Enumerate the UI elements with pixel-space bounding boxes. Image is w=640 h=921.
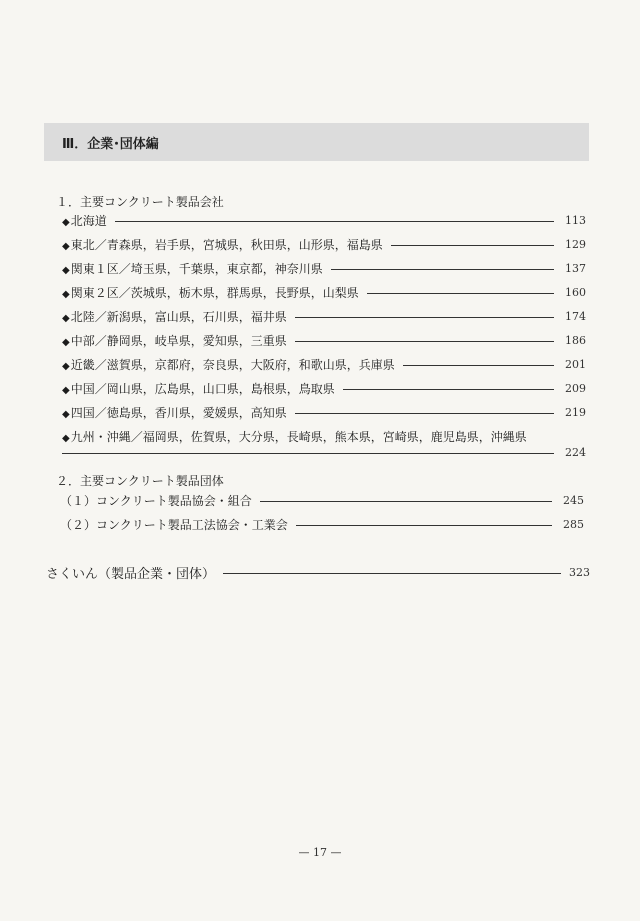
- leader-line: [343, 389, 554, 390]
- diamond-bullet-icon: ◆: [62, 360, 70, 372]
- toc-entry-label: 関東２区／茨城県，栃木県，群馬県，長野県，山梨県: [70, 285, 359, 300]
- part2-heading: ２．主要コンクリート製品団体: [56, 474, 224, 488]
- index-entry-label: さくいん（製品企業・団体）: [46, 566, 216, 582]
- toc-entry-page: 174: [565, 309, 586, 323]
- leader-line: [260, 501, 552, 502]
- toc-entry-page: 113: [565, 213, 586, 227]
- leader-line: [295, 317, 554, 318]
- diamond-bullet-icon: ◆: [62, 288, 70, 300]
- index-entry-page: 323: [569, 565, 590, 579]
- toc-entry[interactable]: [62, 403, 586, 421]
- leader-line: [296, 525, 552, 526]
- diamond-bullet-icon: ◆: [62, 216, 70, 228]
- toc-entry[interactable]: [62, 355, 586, 373]
- leader-line: [403, 365, 554, 366]
- toc-entry-page: 186: [565, 333, 586, 347]
- diamond-bullet-icon: ◆: [62, 312, 70, 324]
- toc-entry[interactable]: [62, 331, 586, 349]
- index-entry[interactable]: [46, 562, 590, 582]
- leader-line: [331, 269, 554, 270]
- leader-line: [367, 293, 554, 294]
- toc-entry-label: 九州・沖縄／福岡県，佐賀県，大分県，長崎県，熊本県，宮崎県，鹿児島県，沖縄県: [70, 429, 527, 444]
- section-banner: [44, 123, 589, 161]
- toc-entry[interactable]: [62, 379, 586, 397]
- toc-entry-page: 219: [565, 405, 586, 419]
- toc-entry-continuation: [62, 444, 586, 460]
- toc-entry-page: 285: [563, 517, 584, 531]
- toc-entry-label: 北陸／新潟県，富山県，石川県，福井県: [70, 309, 287, 324]
- toc-entry[interactable]: [62, 307, 586, 325]
- toc-entry-page: 245: [563, 493, 584, 507]
- toc-entry-page: 160: [565, 285, 586, 299]
- toc-entry[interactable]: [62, 283, 586, 301]
- diamond-bullet-icon: ◆: [62, 384, 70, 396]
- toc-entry[interactable]: [62, 235, 586, 253]
- toc-entry-label: 四国／徳島県，香川県，愛媛県，高知県: [70, 405, 287, 420]
- diamond-bullet-icon: ◆: [62, 264, 70, 276]
- toc-entry-page: 201: [565, 357, 586, 371]
- toc-entry-label: 中国／岡山県，広島県，山口県，島根県，鳥取県: [70, 381, 335, 396]
- toc-entry-page: 209: [565, 381, 586, 395]
- diamond-bullet-icon: ◆: [62, 432, 70, 444]
- part1-heading: １．主要コンクリート製品会社: [56, 195, 224, 209]
- toc-entry[interactable]: [62, 259, 586, 277]
- toc-entry[interactable]: [62, 211, 586, 229]
- toc-entry-page: 129: [565, 237, 586, 251]
- diamond-bullet-icon: ◆: [62, 408, 70, 420]
- toc-entry-page: 137: [565, 261, 586, 275]
- diamond-bullet-icon: ◆: [62, 240, 70, 252]
- leader-line: [223, 573, 561, 574]
- leader-line: [391, 245, 554, 246]
- toc-entry-label: （１）コンクリート製品協会・組合: [60, 493, 252, 508]
- toc-entry-label: 関東１区／埼玉県，千葉県，東京都，神奈川県: [70, 261, 323, 276]
- leader-line: [62, 453, 554, 454]
- toc-entry-label: （２）コンクリート製品工法協会・工業会: [60, 517, 288, 532]
- section-title: Ⅲ．企業･団体編: [62, 136, 159, 152]
- toc-entry-kyushu[interactable]: [62, 427, 586, 445]
- leader-line: [295, 341, 554, 342]
- toc-entry[interactable]: [60, 491, 584, 509]
- leader-line: [295, 413, 554, 414]
- toc-entry-label: 近畿／滋賀県，京都府，奈良県，大阪府，和歌山県，兵庫県: [70, 357, 395, 372]
- toc-entry-label: 中部／静岡県，岐阜県，愛知県，三重県: [70, 333, 287, 348]
- toc-entry-label: 東北／青森県，岩手県，宮城県，秋田県，山形県，福島県: [70, 237, 383, 252]
- toc-entry[interactable]: [60, 515, 584, 533]
- page-number: — 17 —: [298, 846, 342, 859]
- diamond-bullet-icon: ◆: [62, 336, 70, 348]
- leader-line: [115, 221, 554, 222]
- toc-entry-label: 北海道: [70, 213, 107, 228]
- toc-entry-page: 224: [565, 445, 586, 459]
